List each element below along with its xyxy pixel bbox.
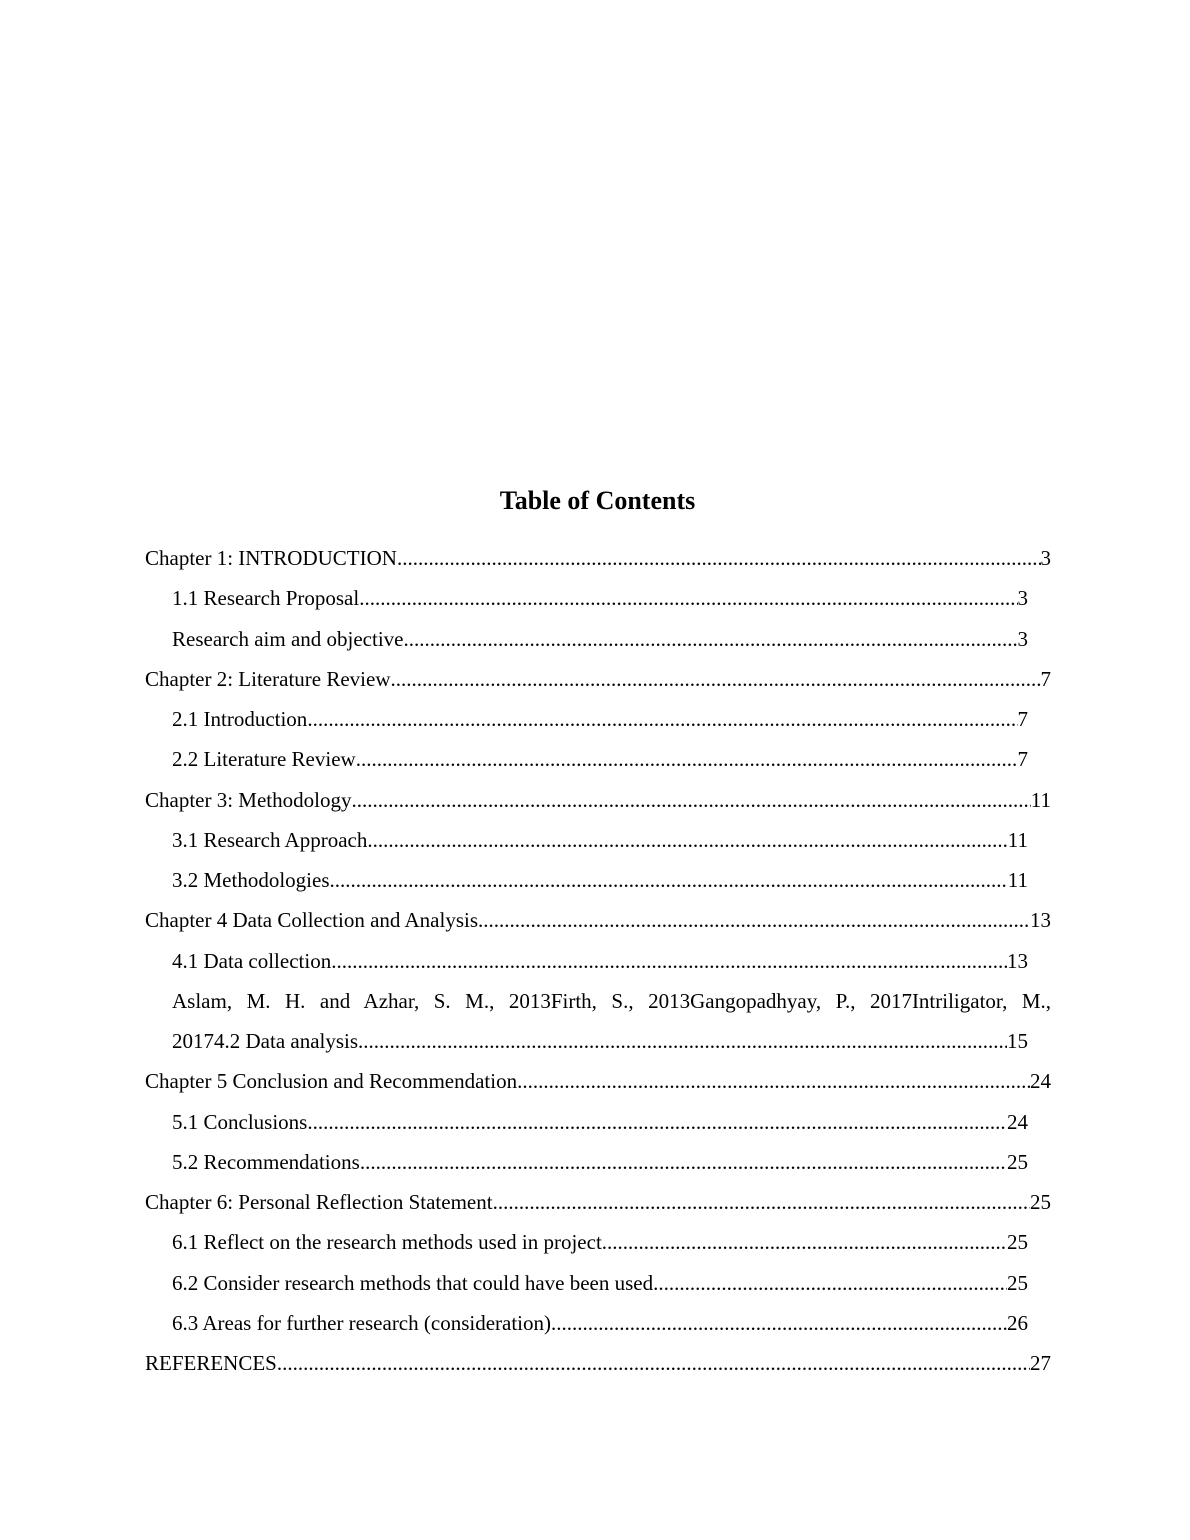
toc-entry-label: Chapter 2: Literature Review: [145, 666, 391, 691]
toc-entry-5-2[interactable]: [0, 1142, 1190, 1182]
dot-leader: [307, 699, 1017, 739]
dot-leader: [307, 1102, 1007, 1142]
toc-entry-label: Chapter 6: Personal Reflection Statement: [145, 1190, 493, 1214]
toc-entry-label: 4.1 Data collection: [172, 948, 332, 973]
toc-entry-5-1[interactable]: [0, 1102, 1190, 1142]
toc-entry-chapter-2[interactable]: [0, 659, 1190, 699]
toc-entry-label: REFERENCES: [145, 1351, 277, 1375]
toc-entry-3-2[interactable]: [0, 860, 1190, 900]
toc-entry-6-3[interactable]: [0, 1303, 1190, 1343]
dot-leader: [351, 780, 1030, 820]
toc-entry-research-aim[interactable]: [0, 619, 1190, 659]
toc-entry-label: Chapter 3: Methodology: [145, 787, 352, 812]
toc-entry-6-1[interactable]: [0, 1222, 1190, 1262]
toc-entry-label: 2.2 Literature Review: [172, 747, 356, 772]
toc-page-number: 7: [1017, 707, 1028, 731]
toc-page-number: 3: [1017, 626, 1028, 651]
toc-page-number: 25: [1007, 1270, 1028, 1295]
dot-leader: [397, 538, 1041, 578]
toc-entry-2-2[interactable]: [0, 739, 1190, 779]
dot-leader: [356, 739, 1018, 779]
toc-entry-label: Aslam, M. H. and Azhar, S. M., 2013Firth, S., 2013Gangopadhyay, P., 2017Intriligator, M.,: [172, 988, 1051, 1013]
toc-entry-2-1[interactable]: [0, 699, 1190, 739]
toc-entry-references[interactable]: [0, 1343, 1190, 1383]
toc-entry-chapter-3[interactable]: [0, 780, 1190, 820]
dot-leader: [331, 941, 1007, 981]
toc-entry-label: 1.1 Research Proposal: [172, 586, 360, 611]
toc-page-number: 25: [1007, 1230, 1028, 1255]
toc-page-number: 13: [1030, 908, 1051, 933]
dot-leader: [358, 1021, 1007, 1061]
toc-entry-label: 6.1 Reflect on the research methods used in project: [172, 1230, 602, 1255]
toc-entry-chapter-1[interactable]: [0, 538, 1190, 578]
toc-page-number: 3: [1040, 546, 1051, 570]
dot-leader: [359, 578, 1017, 618]
toc-list: [0, 538, 1190, 1383]
toc-entry-label: Chapter 1: INTRODUCTION: [145, 546, 397, 570]
dot-leader: [653, 1263, 1007, 1303]
toc-entry-label: 20174.2 Data analysis: [172, 1029, 359, 1053]
toc-entry-label: 6.2 Consider research methods that could have been used: [172, 1270, 654, 1295]
toc-entry-label: 3.1 Research Approach: [172, 827, 368, 852]
dot-leader: [367, 820, 1007, 860]
toc-entry-3-1[interactable]: [0, 820, 1190, 860]
dot-leader: [403, 619, 1017, 659]
dot-leader: [360, 1142, 1007, 1182]
toc-entry-4-1[interactable]: [0, 941, 1190, 981]
toc-entry-label: Chapter 4 Data Collection and Analysis: [145, 908, 479, 933]
toc-entry-citation-line[interactable]: [0, 981, 1190, 1021]
toc-entry-1-1[interactable]: [0, 578, 1190, 618]
toc-page-number: 11: [1007, 868, 1028, 892]
dot-leader: [551, 1303, 1007, 1343]
dot-leader: [602, 1222, 1007, 1262]
toc-entry-label: 5.2 Recommendations: [172, 1149, 360, 1174]
dot-leader: [517, 1061, 1030, 1101]
toc-entry-chapter-4[interactable]: [0, 900, 1190, 940]
toc-entry-label: Chapter 5 Conclusion and Recommendation: [145, 1069, 518, 1094]
toc-entry-label: 6.3 Areas for further research (consideration): [172, 1310, 551, 1335]
toc-page-number: 11: [1007, 827, 1028, 852]
toc-page-number: 15: [1007, 1029, 1028, 1053]
dot-leader: [478, 900, 1030, 940]
dot-leader: [277, 1343, 1030, 1383]
toc-page-number: 3: [1017, 586, 1028, 611]
toc-page-number: 27: [1030, 1351, 1051, 1375]
toc-title: Table of Contents: [499, 486, 696, 515]
toc-page-number: 13: [1007, 948, 1028, 973]
toc-entry-6-2[interactable]: [0, 1263, 1190, 1303]
toc-entry-label: Research aim and objective: [172, 626, 404, 651]
dot-leader: [330, 860, 1008, 900]
toc-page-number: 26: [1007, 1310, 1028, 1335]
toc-page-number: 24: [1030, 1069, 1051, 1094]
toc-entry-4-2[interactable]: [0, 1021, 1190, 1061]
toc-page-number: 25: [1007, 1149, 1028, 1174]
dot-leader: [493, 1182, 1030, 1222]
dot-leader: [391, 659, 1041, 699]
toc-page-number: 11: [1030, 787, 1051, 812]
toc-entry-label: 3.2 Methodologies: [172, 868, 330, 892]
toc-entry-chapter-6[interactable]: [0, 1182, 1190, 1222]
toc-page-number: 7: [1017, 747, 1028, 772]
toc-entry-label: 2.1 Introduction: [172, 707, 308, 731]
toc-entry-label: 5.1 Conclusions: [172, 1109, 308, 1134]
toc-entry-chapter-5[interactable]: [0, 1061, 1190, 1101]
toc-page-number: 7: [1040, 666, 1051, 691]
toc-page-number: 24: [1007, 1109, 1028, 1134]
toc-page-number: 25: [1030, 1190, 1051, 1214]
